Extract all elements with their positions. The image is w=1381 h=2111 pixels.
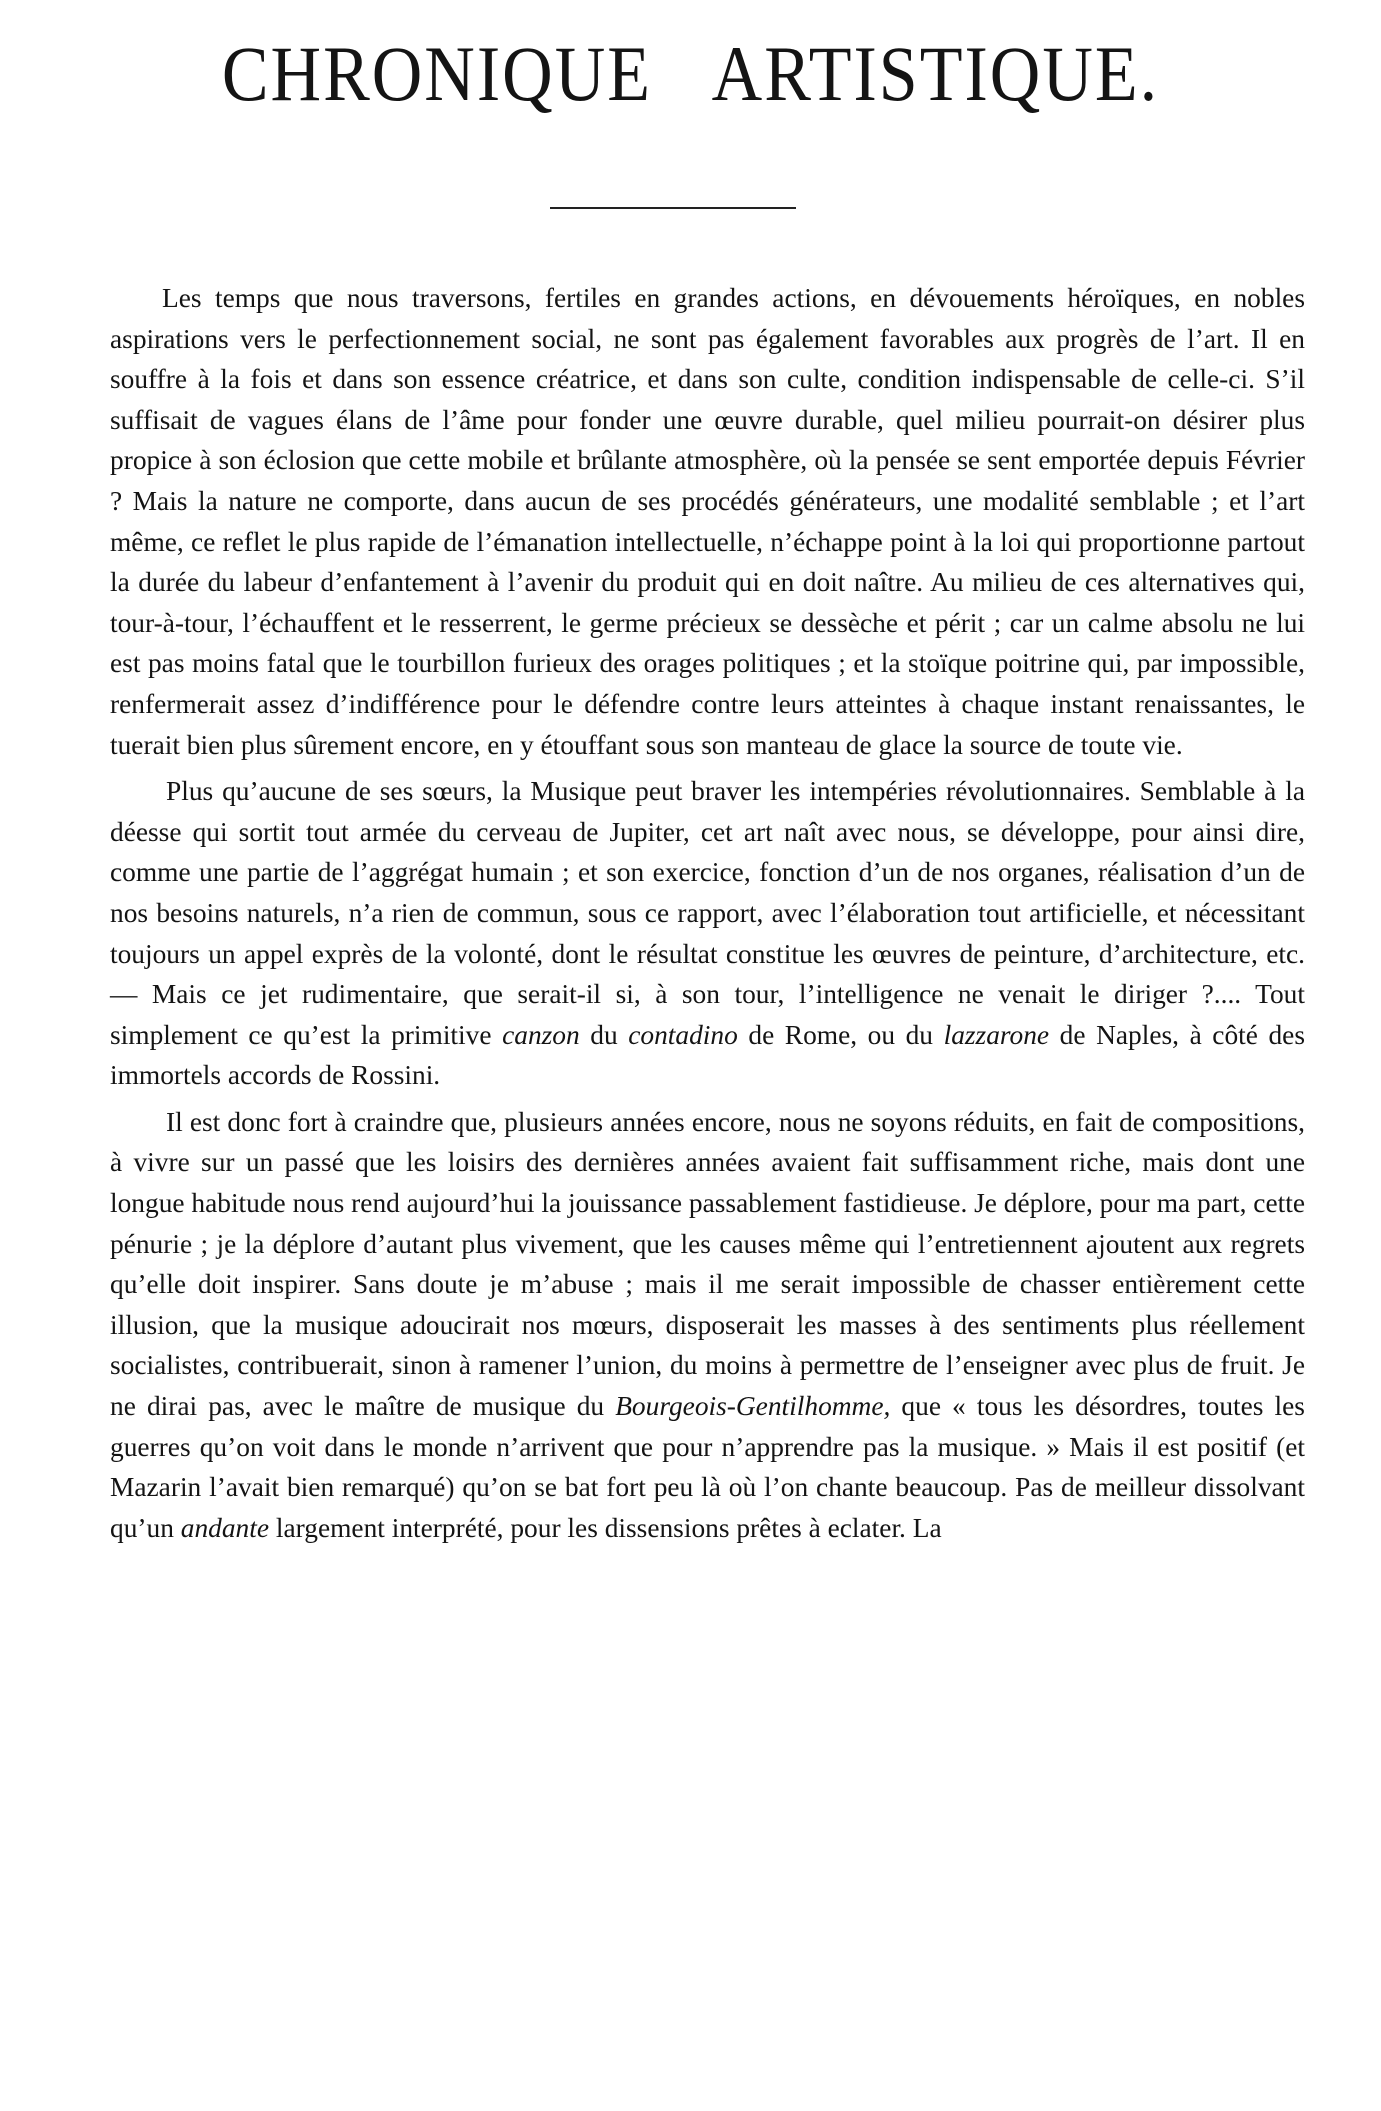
italic-andante: andante [180, 1512, 270, 1543]
italic-contadino: contadino [628, 1019, 738, 1050]
paragraph-1: Les temps que nous traversons, fertiles en grandes actions, en dévouements héroïques, en nobles aspirations vers le perfectionnement social, ne sont pas également favorables aux progrès de l’art. Il en souffre à la fois et dans son essence créatrice, et dans son culte, condition indispensable de celle-ci. S’il suffisait de vagues élans de l’âme pour fonder une œuvre durable, quel milieu pourrait-on désirer plus propice à son éclosion que cette mobile et brûlante atmosphère, où la pensée se sent emportée depuis Février ? Mais la nature ne comporte, dans aucun de ses procédés générateurs, une modalité semblable ; et l’art même, ce reflet le plus rapide de l’émanation intellectuelle, n’échappe point à la loi qui proportionne partout la durée du labeur d’enfantement à l’avenir du produit qui en doit naître. Au milieu de ces alternatives qui, tour-à-tour, l’échauffent et le resserrent, le germe précieux se dessèche et périt ; car un calme absolu ne lui est pas moins fatal que le tourbillon furieux des orages politiques ; et la stoïque poitrine qui, par impossible, renfermerait assez d’indifférence pour le défendre contre leurs atteintes à chaque instant renaissantes, le tuerait bien plus sûrement encore, en y étouffant sous son manteau de glace la source de toute vie. [110, 283, 1305, 760]
title-divider [550, 207, 796, 209]
paragraph-2 [110, 771, 1305, 1096]
paragraph-3-text-a: Il est donc fort à craindre que, plusieurs années encore, nous ne soyons réduits, en fait de compositions, à vivre sur un passé que les loisirs des dernières années avaient fait suffisamment riche, mais dont une longue habitude nous rend aujourd’hui la jouissance passablement fastidieuse. Je déplore, pour ma part, cette pénurie ; je la déplore d’autant plus vivement, que les causes même qui l’entretiennent ajoutent aux regrets qu’elle doit inspirer. Sans doute je m’abuse ; mais il me serait impossible de chasser entièrement cette illusion, que la musique adoucirait nos mœurs, disposerait les masses à des sentiments plus réellement socialistes, contribuerait, sinon à ramener l’union, du moins à permettre de l’enseigner avec plus de fruit. Je ne dirai pas, avec le maître de musique du [110, 1106, 1305, 1422]
paragraph-2-text-c: de Rome, ou du [748, 1019, 933, 1050]
paragraph-3 [110, 1102, 1305, 1549]
paragraph-2-text-b: du [590, 1019, 618, 1050]
paragraph-3-text-c: largement interprété, pour les dissensions prêtes à eclater. La [275, 1512, 942, 1543]
italic-lazzarone: lazzarone [943, 1019, 1050, 1050]
italic-bourgeois-gentilhomme: Bourgeois-Gentilhomme, [615, 1391, 891, 1422]
paragraph-2-text-a: Plus qu’aucune de ses sœurs, la Musique peut braver les intempéries révolutionnaires. Semblable à la déesse qui sortit tout armée du cerveau de Jupiter, cet art naît avec nous, se développe, pour ainsi dire, comme une partie de l’aggrégat humain ; et son exercice, fonction d’un de nos organes, réalisation d’un de nos besoins naturels, n’a rien de commun, sous ce rapport, avec l’élaboration tout artificielle, et nécessitant toujours un appel exprès de la volonté, dont le résultat constitue les œuvres de peinture, d’architecture, etc. — Mais ce jet rudimentaire, que serait-il si, à son tour, l’intelligence ne venait le diriger ?.... Tout simplement ce qu’est la primitive [110, 776, 1305, 1050]
article-body [110, 278, 1305, 1554]
paragraph-3-text-b: que « tous les désordres, toutes les guerres qu’on voit dans le monde n’arrivent que pour n’apprendre pas la musique. » Mais il est positif (et Mazarin l’avait bien remarqué) qu’on se bat fort peu là où l’on chante beaucoup. Pas de meilleur dissolvant qu’un [110, 1391, 1305, 1543]
italic-canzon: canzon [502, 1019, 580, 1050]
paragraph-2-text-d: de Naples, à côté des immortels accords de Rossini. [110, 1019, 1305, 1091]
page-title: CHRONIQUE ARTISTIQUE. [221, 31, 1160, 118]
